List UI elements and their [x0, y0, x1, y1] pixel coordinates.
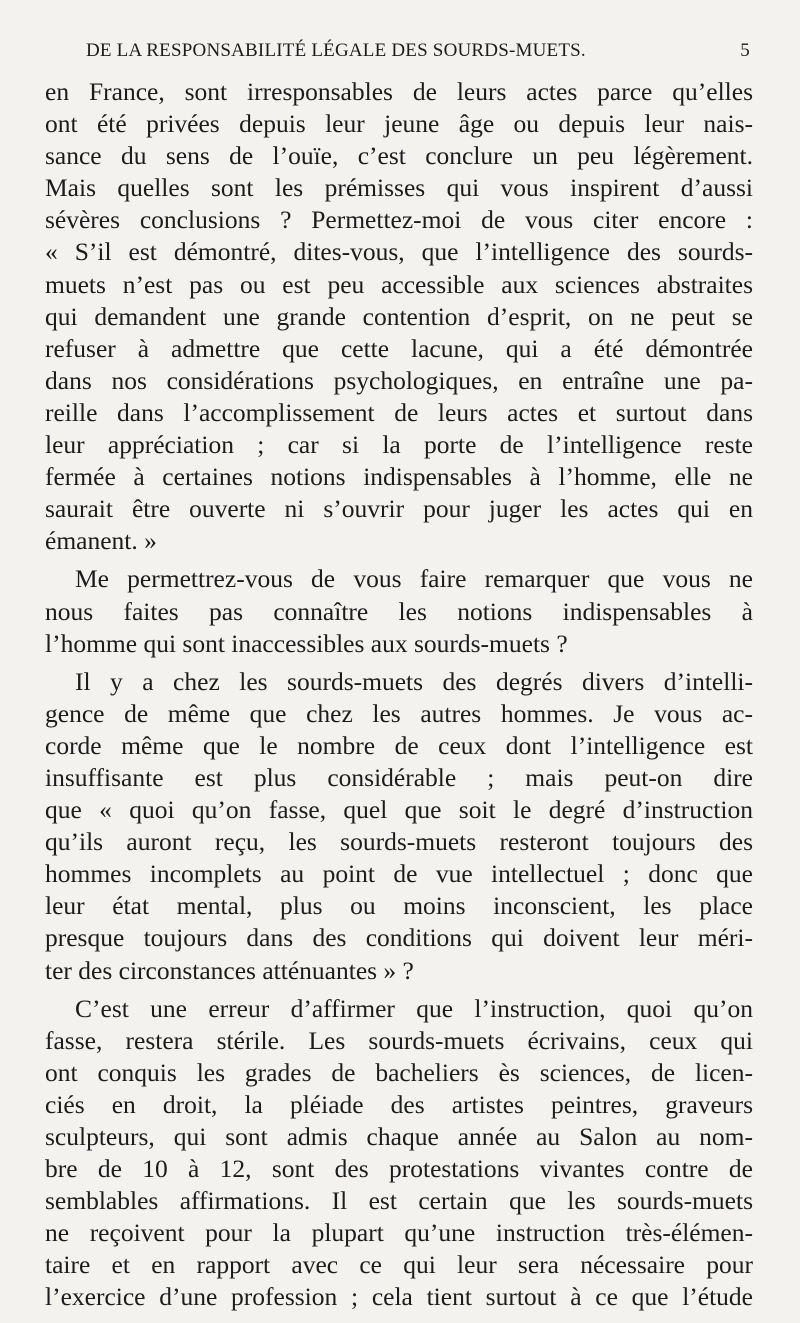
running-title: DE LA RESPONSABILITÉ LÉGALE DES SOURDS-MUETS.	[86, 40, 586, 61]
text-line: bre de 10 à 12, sont des protestations vivantes contre de	[45, 1154, 753, 1184]
text-line: l’homme qui sont inaccessibles aux sourds-muets ?	[45, 628, 568, 658]
text-line: hommes incomplets au point de vue intellectuel ; donc que	[45, 859, 753, 889]
text-line: Me permettrez-vous de vous faire remarquer que vous ne	[75, 564, 753, 594]
text-line: presque toujours dans des conditions qui doivent leur méri-	[45, 923, 753, 953]
text-line: émanent. »	[45, 526, 157, 556]
text-line: fasse, restera stérile. Les sourds-muets écrivains, ceux qui	[45, 1025, 753, 1055]
text-line: que « quoi qu’on fasse, quel que soit le degré d’instruction	[45, 795, 753, 825]
text-line: sance du sens de l’ouïe, c’est conclure un peu légèrement.	[45, 141, 753, 171]
text-line: « S’il est démontré, dites-vous, que l’intelligence des sourds-	[45, 237, 753, 267]
paragraph-4	[45, 993, 753, 1314]
text-line: sculpteurs, qui sont admis chaque année au Salon au nom-	[45, 1122, 753, 1151]
text-line: semblables affirmations. Il est certain que les sourds-muets	[45, 1186, 753, 1216]
text-line: en France, sont irresponsables de leurs actes parce qu’elles	[45, 77, 753, 106]
text-line: refuser à admettre que cette lacune, qui a été démontrée	[45, 333, 753, 363]
text-line: l’exercice d’une profession ; cela tient surtout à ce que l’étude	[45, 1282, 753, 1312]
paragraph-1	[45, 76, 753, 557]
text-line: ciés en droit, la pléiade des artistes peintres, graveurs	[45, 1089, 753, 1119]
text-line: muets n’est pas ou est peu accessible aux sciences abstraites	[45, 269, 753, 299]
text-line: Mais quelles sont les prémisses qui vous inspirent d’aussi	[45, 173, 753, 203]
text-line: qui demandent une grande contention d’esprit, on ne peut se	[45, 301, 753, 331]
text-line: ont été privées depuis leur jeune âge ou depuis leur nais-	[45, 109, 753, 139]
page-number: 5	[740, 40, 750, 61]
text-line: dans nos considérations psychologiques, en entraîne une pa-	[45, 365, 753, 395]
text-line: gence de même que chez les autres hommes. Je vous ac-	[45, 698, 753, 728]
text-line: corde même que le nombre de ceux dont l’intelligence est	[45, 730, 753, 760]
body-text	[45, 76, 753, 1314]
text-line: qu’ils auront reçu, les sourds-muets resteront toujours des	[45, 827, 753, 857]
text-line: ter des circonstances atténuantes » ?	[45, 955, 414, 985]
text-line: ne reçoivent pour la plupart qu’une instruction très-élémen-	[45, 1218, 753, 1248]
text-line: C’est une erreur d’affirmer que l’instruction, quoi qu’on	[75, 993, 753, 1023]
text-line: nous faites pas connaître les notions indispensables à	[45, 596, 753, 626]
text-line: saurait être ouverte ni s’ouvrir pour juger les actes qui en	[45, 494, 753, 524]
running-head	[86, 36, 750, 66]
text-line: fermée à certaines notions indispensables à l’homme, elle ne	[45, 462, 753, 492]
text-line: leur état mental, plus ou moins inconscient, les place	[45, 891, 753, 921]
text-line: ont conquis les grades de bacheliers ès sciences, de licen-	[45, 1057, 753, 1087]
text-line: insuffisante est plus considérable ; mais peut-on dire	[45, 762, 753, 792]
paragraph-3	[45, 666, 753, 987]
text-line: reille dans l’accomplissement de leurs actes et surtout dans	[45, 397, 753, 427]
text-line: sévères conclusions ? Permettez-moi de vous citer encore :	[45, 205, 753, 235]
paragraph-2	[45, 563, 753, 659]
text-line: leur appréciation ; car si la porte de l’intelligence reste	[45, 430, 753, 460]
text-line: Il y a chez les sourds-muets des degrés divers d’intelli-	[75, 666, 753, 696]
text-line: taire et en rapport avec ce qui leur sera nécessaire pour	[45, 1250, 753, 1280]
